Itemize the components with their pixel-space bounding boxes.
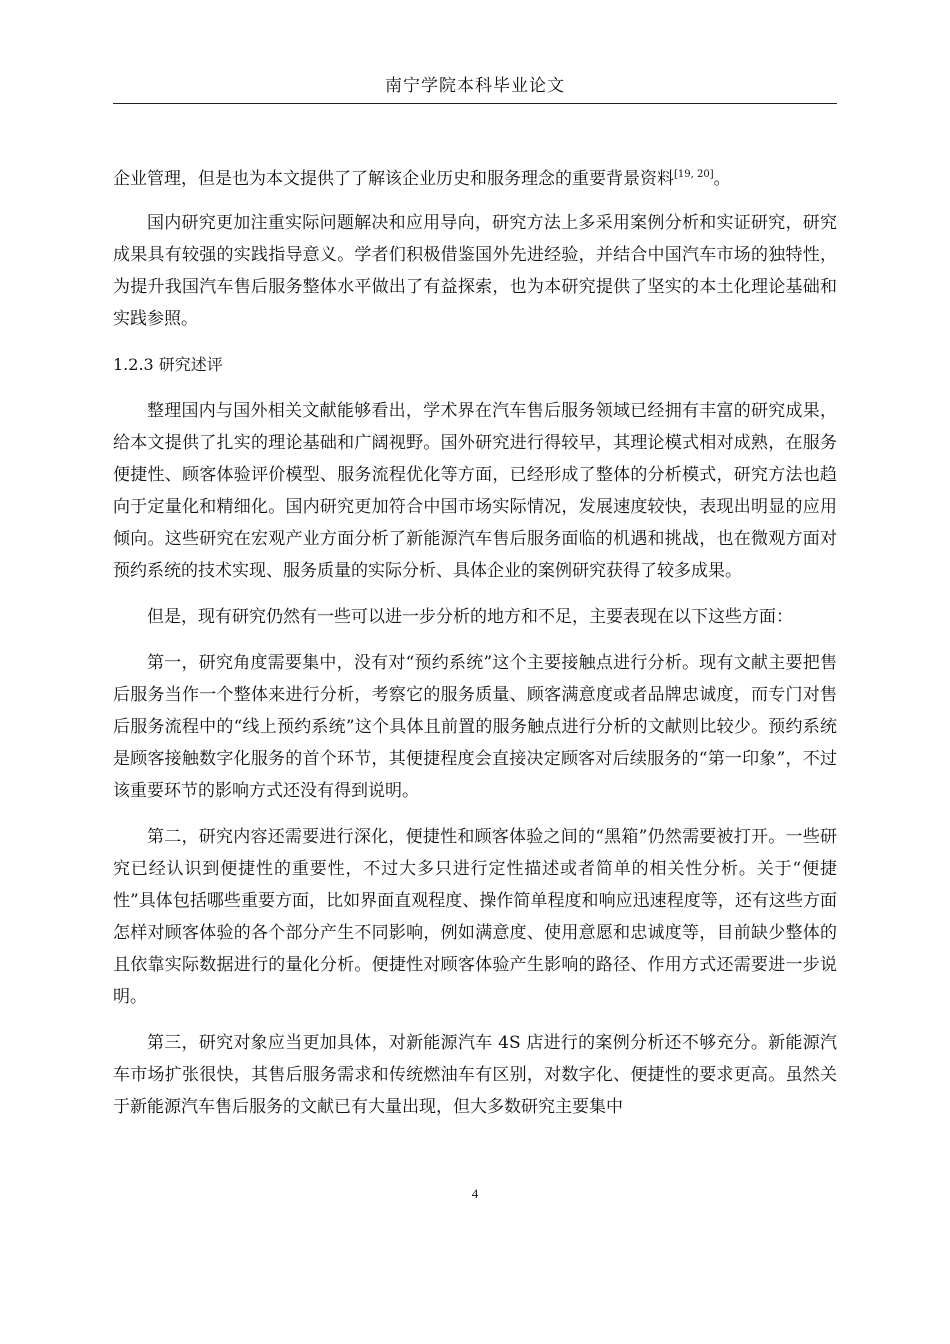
paragraph-review: 整理国内与国外相关文献能够看出，学术界在汽车售后服务领域已经拥有丰富的研究成果，给本文提供了扎实的理论基础和广阔视野。国外研究进行得较早，其理论模式相对成熟，在服务便捷性、顾客体验评价模型、服务流程优化等方面，已经形成了整体的分析模式，研究方法也趋向于定量化和精细化。国内研究更加符合中国市场实际情况，发展速度较快，表现出明显的应用倾向。这些研究在宏观产业方面分析了新能源汽车售后服务面临的机遇和挑战，也在微观方面对预约系统的技术实现、服务质量的实际分析、具体企业的案例研究获得了较多成果。: [113, 401, 837, 581]
citation-reference: [19, 20]: [674, 169, 714, 180]
section-heading: 1.2.3 研究述评: [113, 355, 223, 374]
running-header: 南宁学院本科毕业论文: [385, 76, 565, 96]
paragraph-point-three: 第三，研究对象应当更加具体，对新能源汽车 4S 店进行的案例分析还不够充分。新能源汽车市场扩张很快，其售后服务需求和传统燃油车有区别，对数字化、便捷性的要求更高。虽然关于新能源汽车售后服务的文献已有大量出现，但大多数研究主要集中: [113, 1033, 837, 1117]
paragraph-domestic-research: 国内研究更加注重实际问题解决和应用导向，研究方法上多采用案例分析和实证研究，研究成果具有较强的实践指导意义。学者们积极借鉴国外先进经验，并结合中国汽车市场的独特性，为提升我国汽车售后服务整体水平做出了有益探索，也为本研究提供了坚实的本土化理论基础和实践参照。: [113, 213, 837, 329]
paragraph-shortcomings: 但是，现有研究仍然有一些可以进一步分析的地方和不足，主要表现在以下这些方面：: [147, 607, 793, 627]
body-text: [113, 163, 837, 1137]
paragraph-text: 企业管理，但是也为本文提供了了解该企业历史和服务理念的重要背景资料: [113, 169, 674, 189]
paragraph-point-one: 第一，研究角度需要集中，没有对“预约系统”这个主要接触点进行分析。现有文献主要把售后服务当作一个整体来进行分析，考察它的服务质量、顾客满意度或者品牌忠诚度，而专门对售后服务流程中的“线上预约系统”这个具体且前置的服务触点进行分析的文献则比较少。预约系统是顾客接触数字化服务的首个环节，其便捷程度会直接决定顾客对后续服务的“第一印象”，不过该重要环节的影响方式还没有得到说明。: [113, 653, 837, 801]
paragraph-point-two: 第二，研究内容还需要进行深化，便捷性和顾客体验之间的“黑箱”仍然需要被打开。一些研究已经认识到便捷性的重要性，不过大多只进行定性描述或者简单的相关性分析。关于“便捷性”具体包括哪些重要方面，比如界面直观程度、操作简单程度和响应迅速程度等，还有这些方面怎样对顾客体验的各个部分产生不同影响，例如满意度、使用意愿和忠诚度等，目前缺少整体的且依靠实际数据进行的量化分析。便捷性对顾客体验产生影响的路径、作用方式还需要进一步说明。: [113, 827, 837, 1007]
page-number: 4: [471, 1186, 479, 1201]
header-divider: [113, 103, 837, 104]
paragraph-end: 。: [713, 169, 731, 189]
paragraph-continuation: [113, 163, 837, 195]
